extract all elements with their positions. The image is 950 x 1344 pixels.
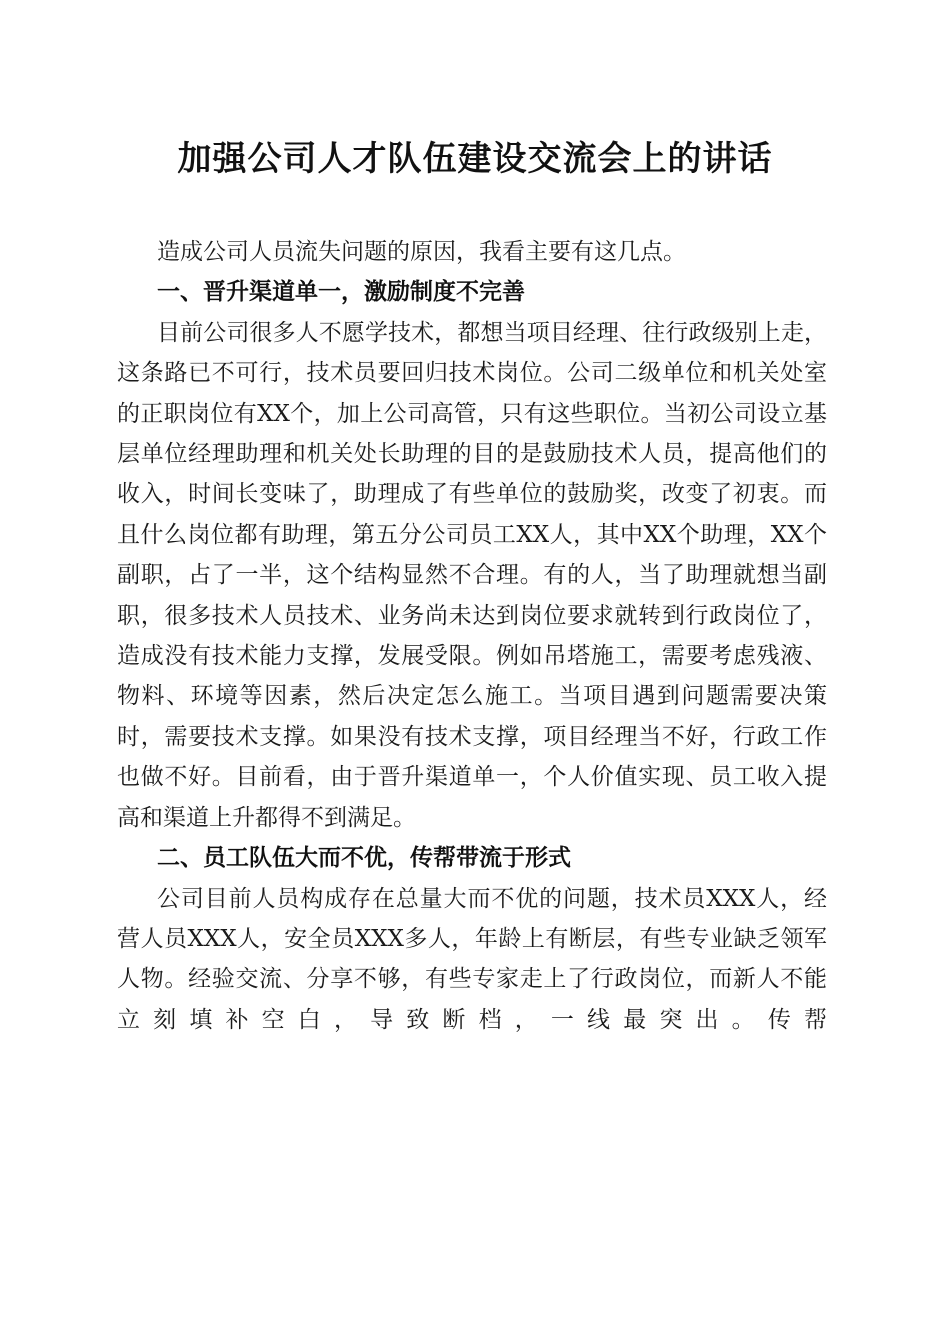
section-paragraph-1: 目前公司很多人不愿学技术，都想当项目经理、往行政级别上走，这条路已不可行，技术员要回归技术岗位。公司二级单位和机关处室的正职岗位有XX个，加上公司高管，只有这些职位。当初公司设立基层单位经理助理和机关处长助理的目的是鼓励技术人员，提高他们的收入，时间长变味了，助理成了有些单位的鼓励奖，改变了初衷。而且什么岗位都有助理，第五分公司员工XX人，其中XX个助理，XX个副职，占了一半，这个结构显然不合理。有的人，当了助理就想当副职，很多技术人员技术、业务尚未达到岗位要求就转到行政岗位了，造成没有技术能力支撑，发展受限。例如吊塔施工，需要考虑残液、物料、环境等因素，然后决定怎么施工。当项目遇到问题需要决策时，需要技术支撑。如果没有技术支撑，项目经理当不好，行政工作也做不好。目前看，由于晋升渠道单一，个人价值实现、员工收入提高和渠道上升都得不到满足。 — [117, 319, 827, 831]
section-heading-2: 二、员工队伍大而不优，传帮带流于形式 — [157, 845, 571, 872]
intro-paragraph: 造成公司人员流失问题的原因，我看主要有这几点。 — [157, 239, 686, 265]
document-body — [117, 232, 827, 1040]
section-heading-1: 一、晋升渠道单一，激励制度不完善 — [157, 279, 525, 306]
document-title: 加强公司人才队伍建设交流会上的讲话 — [177, 139, 773, 179]
section-paragraph-2: 公司目前人员构成存在总量大而不优的问题，技术员XXX人，经营人员XXX人，安全员XXX多人，年龄上有断层，有些专业缺乏领军人物。经验交流、分享不够，有些专家走上了行政岗位，而新人不能立刻填补空白，导致断档，一线最突出。传帮 — [117, 885, 827, 1033]
